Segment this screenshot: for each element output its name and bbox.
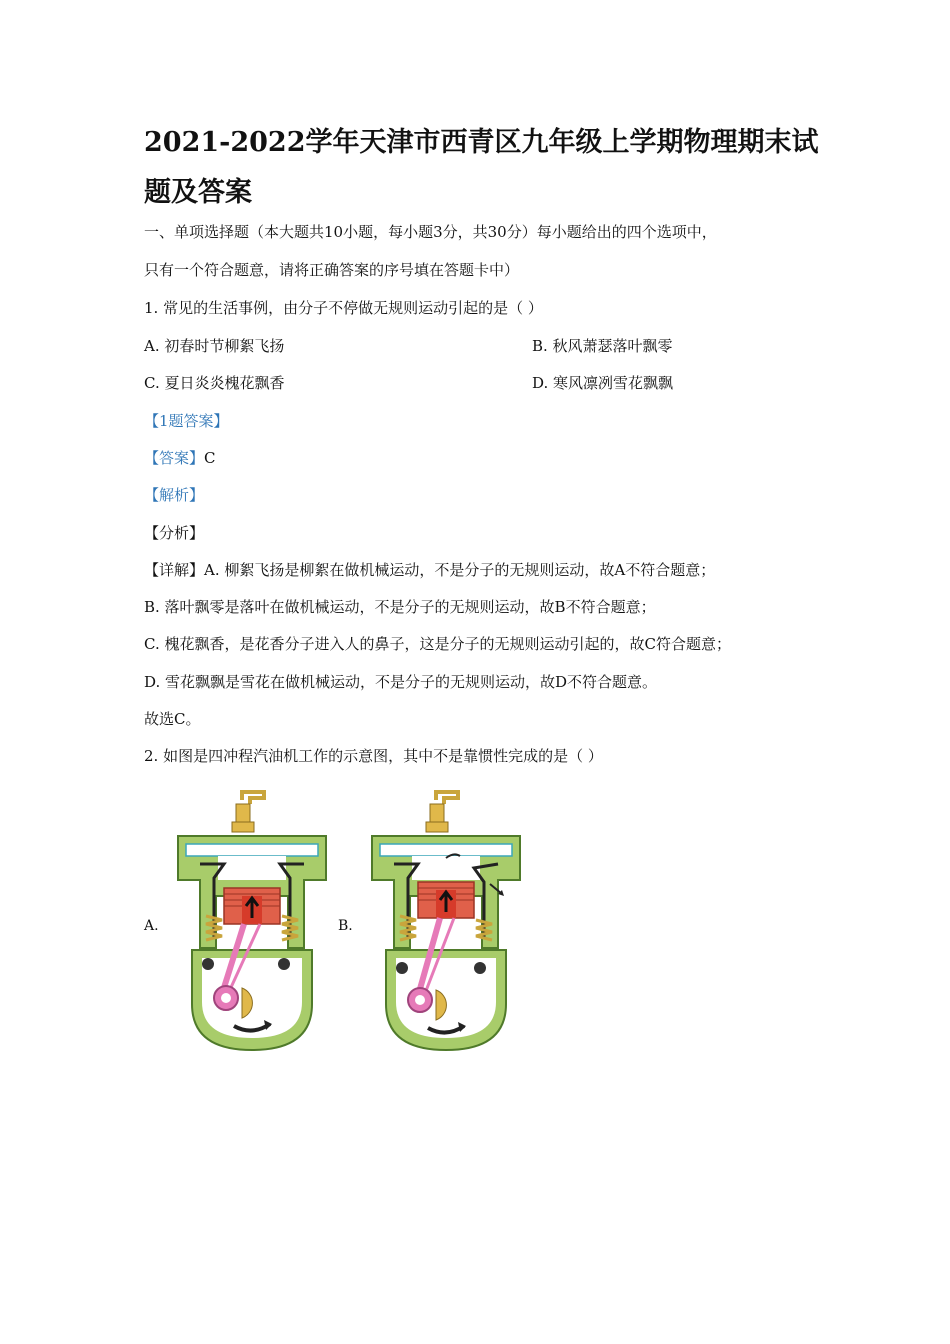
document-title: 2021-2022学年天津市西青区九年级上学期物理期末试题及答案 [144, 127, 819, 208]
detail-tag: 【详解】 [144, 561, 205, 579]
question-1-stem: 1. 常见的生活事例，由分子不停做无规则运动引起的是（ ） [144, 299, 543, 317]
question-1-option-a: A. 初春时节柳絮飞扬 [144, 337, 285, 355]
question-1-fenxi: 【分析】 [144, 524, 205, 542]
engine-diagram-b [366, 788, 526, 1056]
question-1-detail-d: D. 雪花飘飘是雪花在做机械运动，不是分子的无规则运动，故D不符合题意。 [144, 673, 658, 691]
answer-tag: 【答案】 [144, 449, 205, 467]
question-1-detail-c: C. 槐花飘香，是花香分子进入人的鼻子，这是分子的无规则运动引起的，故C符合题意； [144, 635, 731, 653]
section-instructions-line-1: 一、单项选择题（本大题共10小题，每小题3分，共30分）每小题给出的四个选项中， [144, 223, 717, 241]
engine-diagram-a [172, 788, 332, 1056]
question-1-option-b: B. 秋风萧瑟落叶飘零 [532, 337, 673, 355]
question-1-option-c: C. 夏日炎炎槐花飘香 [144, 374, 285, 392]
question-1-detail-b: B. 落叶飘零是落叶在做机械运动，不是分子的无规则运动，故B不符合题意； [144, 598, 656, 616]
question-2-stem: 2. 如图是四冲程汽油机工作的示意图，其中不是靠惯性完成的是（ ） [144, 747, 603, 765]
question-1-answer [144, 447, 216, 469]
figure-label-a: A. [144, 918, 159, 934]
detail-a-text: A. 柳絮飞扬是柳絮在做机械运动，不是分子的无规则运动，故A不符合题意； [204, 561, 716, 579]
question-1-answer-header: 【1题答案】 [144, 412, 229, 430]
answer-value: C [204, 449, 216, 467]
question-1-analysis-tag: 【解析】 [144, 486, 205, 504]
question-1-conclusion: 故选C。 [144, 710, 201, 728]
question-1-detail-a [144, 559, 715, 581]
section-instructions-line-2: 只有一个符合题意，请将正确答案的序号填在答题卡中） [144, 261, 520, 279]
question-1-option-d: D. 寒风凛冽雪花飘飘 [532, 374, 674, 392]
figure-label-b: B. [338, 918, 353, 934]
